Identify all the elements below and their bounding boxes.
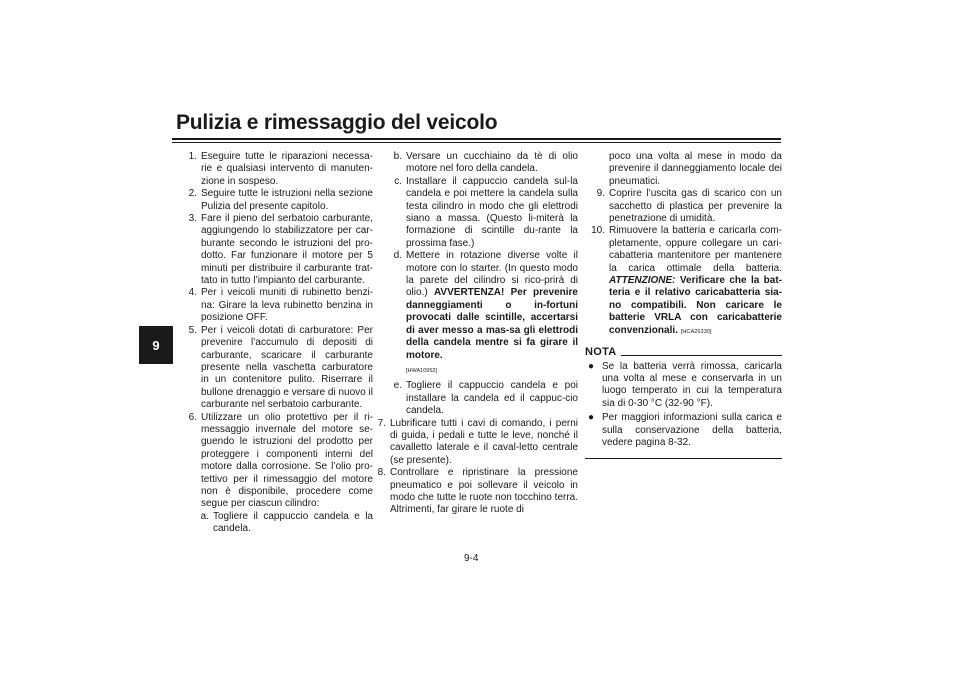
item-number: 10.	[591, 225, 605, 237]
list-item	[368, 467, 578, 517]
bullet-text: Per maggiori informazioni sulla carica e sulla conservazione della batteria, vedere pagina 8-32.	[602, 412, 782, 448]
attention-code: [HCA26330]	[680, 328, 712, 335]
item-text: Coprire l’uscita gas di scarico con un sacchetto di plastica per prevenire la penetrazione di umidità.	[609, 188, 782, 225]
item-text: Per i veicoli dotati di carburatore: Per prevenire l’accumulo di depositi di carburante, scaricare il carburante presente nella vaschetta carburatore in un contenitore pulito. Riserrare il bullone drenaggio e versare di nuovo il carburante nel serbatoio carburante.	[201, 324, 373, 411]
list-item	[181, 151, 373, 188]
sub-item-text: Versare un cucchiaino da tè di olio motore nel foro della candela.	[406, 151, 578, 175]
item-number: 3.	[188, 213, 197, 225]
sub-item-text: Installare il cappuccio candela sul-la candela e poi mettere la candela sulla testa cilindro in modo che gli elettrodi siano a massa. (Questo li-miterà la formazione di scintille du-rante la prossima fase.)	[406, 175, 578, 249]
list-item	[368, 418, 578, 468]
sub-list-item	[382, 151, 578, 176]
item-number: 1.	[188, 151, 197, 162]
bullet-text: Se la batteria verrà rimossa, caricarla una volta al mese e conservarla in un luogo temperato in cui la temperatura sia di 0-30 °C (32-90 °F).	[602, 360, 782, 409]
list-item	[181, 325, 373, 412]
attention-text: Verificare che la bat-teria e il relativo caricabatteria sia-no compatibili. Non caricare le batterie VRLA con caricabatterie convenzionali.	[609, 275, 783, 336]
item-text: Utilizzare un olio protettivo per il ri-messaggio invernale del motore se-guendo le istruzioni del prodotto per proteggere i componenti interni del motore dalla corrosione. Se l’olio pro-tettivo per il rimessaggio del motore non è disponibile, procedere come segue per ciascun cilindro:	[201, 411, 373, 510]
sub-item-text: Togliere il cappuccio candela e poi installare la candela ed il cappuc-cio candela.	[406, 380, 578, 417]
sub-item-letter: a.	[200, 510, 209, 522]
item-number: 2.	[188, 188, 197, 200]
item-text: Per i veicoli muniti di rubinetto benzi-na: Girare la leva rubinetto benzina in posizione OFF.	[201, 287, 373, 324]
sub-item-letter: e.	[393, 380, 402, 392]
nota-rule	[621, 355, 782, 356]
list-item	[585, 225, 782, 338]
item-number: 9.	[596, 188, 605, 200]
sub-item-text: Togliere il cappuccio candela e la candela.	[213, 510, 373, 535]
item-number: 8.	[377, 467, 386, 479]
nota-label: NOTA	[585, 346, 617, 359]
nota-bullet	[585, 361, 782, 411]
sub-item-body: Mettere in rotazione diverse volte il motore con lo starter. (In questo modo la parete del cilindro si rico-prirà di olio.)	[406, 250, 578, 299]
column-1	[181, 151, 373, 536]
sub-list-item	[382, 176, 578, 250]
sub-item-letter: c.	[394, 175, 402, 187]
item-text: Fare il pieno del serbatoio carburante, aggiungendo lo stabilizzatore per car-burante secondo le istruzioni del pro-dotto. Far funzionare il motore per 5 minuti per distribuire il carburante trat-tato in tutto l’impianto del carburante.	[201, 213, 373, 287]
list-item	[181, 287, 373, 324]
list-item	[181, 412, 373, 511]
item-number: 7.	[377, 417, 386, 429]
chapter-tab	[139, 326, 173, 364]
chapter-number: 9	[152, 337, 160, 353]
list-item	[181, 213, 373, 287]
sub-list-item	[382, 380, 578, 417]
bullet-icon: ●	[588, 360, 595, 372]
page-number: 9-4	[464, 553, 479, 564]
item-number: 4.	[188, 287, 197, 299]
page-title: Pulizia e rimessaggio del veicolo	[176, 111, 498, 134]
sub-item-letter: d.	[393, 250, 402, 262]
list-item	[181, 188, 373, 213]
nota-end-rule	[585, 458, 782, 459]
bullet-icon: ●	[588, 412, 595, 424]
warning-code: [HWA10952]	[406, 367, 437, 374]
item-number: 5.	[188, 324, 197, 336]
item-text	[609, 225, 782, 338]
column-3	[585, 151, 782, 459]
sub-item-letter: b.	[393, 151, 402, 162]
item-text: Controllare e ripristinare la pressione pneumatico e poi sollevare il veicolo in modo che tutte le ruote non tocchino terra. Altrimenti, far girare le ruote di	[390, 467, 578, 516]
warning-text: AVVERTENZA! Per prevenire danneggiamenti o in-fortuni provocati dalle scintille, accertarsi di aver messo a mas-sa gli elettrodi della candela mentre si fa girare il motore.	[406, 287, 578, 361]
nota-heading	[585, 346, 782, 358]
item-body: Rimuovere la batteria e caricarla com-pletamente, oppure collegare un cari-cabatteria mantenitore per mantenere la carica ottimale della batteria.	[609, 225, 782, 274]
item-text: Eseguire tutte le riparazioni necessa-rie e qualsiasi intervento di manuten-zione in sospeso.	[201, 151, 373, 187]
continued-text: poco una volta al mese in modo da prevenire il danneggiamento locale dei pneumatici.	[609, 151, 782, 187]
nota-bullet	[585, 412, 782, 449]
attention-label: ATTENZIONE:	[609, 275, 676, 287]
header-rule	[172, 138, 781, 140]
item-text: Seguire tutte le istruzioni nella sezione Pulizia del presente capitolo.	[201, 188, 373, 212]
column-2	[377, 151, 578, 517]
header-rule-thin	[172, 142, 781, 143]
sub-item-text	[406, 250, 578, 362]
item-number: 6.	[188, 411, 197, 423]
item-text: Lubrificare tutti i cavi di comando, i perni di guida, i pedali e tutte le leve, nonché il cavalletto laterale e il caval-letto centrale (se presente).	[390, 417, 578, 466]
list-item	[585, 188, 782, 225]
sub-list-item	[181, 511, 373, 536]
sub-list-item	[382, 250, 578, 362]
